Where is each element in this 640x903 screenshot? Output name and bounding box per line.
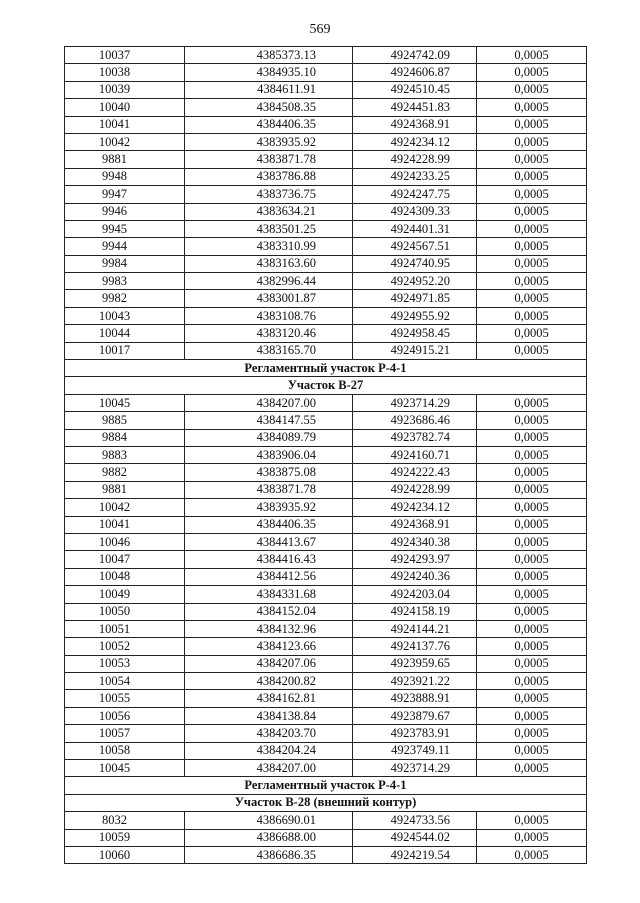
accuracy-value: 0,0005 [477,516,587,533]
point-number: 9945 [65,220,185,237]
point-number: 10043 [65,307,185,324]
point-number: 10045 [65,760,185,777]
table-row [65,533,587,550]
table-row [65,290,587,307]
table-row [65,760,587,777]
table-row [65,151,587,168]
y-coordinate: 4924740.95 [353,255,477,272]
x-coordinate: 4384207.00 [185,394,353,411]
accuracy-value: 0,0005 [477,551,587,568]
accuracy-value: 0,0005 [477,673,587,690]
x-coordinate: 4384331.68 [185,586,353,603]
section-title: Регламентный участок Р-4-1 [65,360,587,377]
point-number: 10041 [65,516,185,533]
x-coordinate: 4384132.96 [185,620,353,637]
point-number: 9947 [65,186,185,203]
accuracy-value: 0,0005 [477,690,587,707]
x-coordinate: 4383935.92 [185,499,353,516]
y-coordinate: 4924544.02 [353,829,477,846]
y-coordinate: 4924228.99 [353,481,477,498]
point-number: 9881 [65,151,185,168]
plot-header-row [65,377,587,394]
section-title: Регламентный участок Р-4-1 [65,777,587,794]
y-coordinate: 4924955.92 [353,307,477,324]
table-row [65,725,587,742]
table-row [65,186,587,203]
point-number: 10038 [65,64,185,81]
table-row [65,394,587,411]
table-row [65,673,587,690]
point-number: 10053 [65,655,185,672]
x-coordinate: 4384200.82 [185,673,353,690]
accuracy-value: 0,0005 [477,133,587,150]
table-row [65,481,587,498]
accuracy-value: 0,0005 [477,742,587,759]
section-header-row [65,360,587,377]
x-coordinate: 4384207.00 [185,760,353,777]
table-row [65,429,587,446]
point-number: 10056 [65,707,185,724]
y-coordinate: 4924160.71 [353,446,477,463]
x-coordinate: 4383310.99 [185,238,353,255]
page-number: 569 [309,22,331,37]
point-number: 9984 [65,255,185,272]
table-row [65,586,587,603]
point-number: 9885 [65,412,185,429]
point-number: 10017 [65,342,185,359]
table-row [65,707,587,724]
y-coordinate: 4924203.04 [353,586,477,603]
table-row [65,307,587,324]
x-coordinate: 4384416.43 [185,551,353,568]
point-number: 8032 [65,812,185,829]
point-number: 10057 [65,725,185,742]
accuracy-value: 0,0005 [477,620,587,637]
point-number: 9948 [65,168,185,185]
y-coordinate: 4924401.31 [353,220,477,237]
x-coordinate: 4384152.04 [185,603,353,620]
y-coordinate: 4924233.25 [353,168,477,185]
y-coordinate: 4923921.22 [353,673,477,690]
y-coordinate: 4923959.65 [353,655,477,672]
y-coordinate: 4924228.99 [353,151,477,168]
table-row [65,99,587,116]
accuracy-value: 0,0005 [477,638,587,655]
accuracy-value: 0,0005 [477,429,587,446]
y-coordinate: 4924144.21 [353,620,477,637]
y-coordinate: 4924368.91 [353,116,477,133]
x-coordinate: 4384207.06 [185,655,353,672]
point-number: 10049 [65,586,185,603]
section-header-row [65,777,587,794]
table-row [65,499,587,516]
x-coordinate: 4383165.70 [185,342,353,359]
point-number: 10046 [65,533,185,550]
y-coordinate: 4924915.21 [353,342,477,359]
table-row [65,846,587,863]
x-coordinate: 4384406.35 [185,516,353,533]
accuracy-value: 0,0005 [477,307,587,324]
y-coordinate: 4923782.74 [353,429,477,446]
accuracy-value: 0,0005 [477,586,587,603]
table-row [65,412,587,429]
x-coordinate: 4384203.70 [185,725,353,742]
y-coordinate: 4923714.29 [353,394,477,411]
accuracy-value: 0,0005 [477,481,587,498]
x-coordinate: 4384412.56 [185,568,353,585]
x-coordinate: 4385373.13 [185,47,353,64]
y-coordinate: 4924234.12 [353,499,477,516]
y-coordinate: 4924368.91 [353,516,477,533]
point-number: 10050 [65,603,185,620]
accuracy-value: 0,0005 [477,151,587,168]
accuracy-value: 0,0005 [477,603,587,620]
accuracy-value: 0,0005 [477,290,587,307]
accuracy-value: 0,0005 [477,499,587,516]
point-number: 10037 [65,47,185,64]
y-coordinate: 4924222.43 [353,464,477,481]
table-row [65,620,587,637]
table-row [65,220,587,237]
point-number: 10051 [65,620,185,637]
accuracy-value: 0,0005 [477,186,587,203]
point-number: 9944 [65,238,185,255]
table-row [65,812,587,829]
point-number: 10048 [65,568,185,585]
accuracy-value: 0,0005 [477,325,587,342]
table-row [65,655,587,672]
accuracy-value: 0,0005 [477,168,587,185]
y-coordinate: 4923714.29 [353,760,477,777]
x-coordinate: 4383736.75 [185,186,353,203]
y-coordinate: 4924971.85 [353,290,477,307]
y-coordinate: 4924247.75 [353,186,477,203]
point-number: 10042 [65,133,185,150]
accuracy-value: 0,0005 [477,99,587,116]
y-coordinate: 4924137.76 [353,638,477,655]
accuracy-value: 0,0005 [477,412,587,429]
table-row [65,325,587,342]
table-row [65,203,587,220]
accuracy-value: 0,0005 [477,394,587,411]
table-row [65,81,587,98]
table-row [65,273,587,290]
point-number: 9982 [65,290,185,307]
x-coordinate: 4383935.92 [185,133,353,150]
x-coordinate: 4383871.78 [185,481,353,498]
point-number: 10055 [65,690,185,707]
x-coordinate: 4384935.10 [185,64,353,81]
x-coordinate: 4386686.35 [185,846,353,863]
y-coordinate: 4924510.45 [353,81,477,98]
x-coordinate: 4382996.44 [185,273,353,290]
table-row [65,133,587,150]
x-coordinate: 4384123.66 [185,638,353,655]
y-coordinate: 4923783.91 [353,725,477,742]
y-coordinate: 4924567.51 [353,238,477,255]
accuracy-value: 0,0005 [477,47,587,64]
y-coordinate: 4923888.91 [353,690,477,707]
table-row [65,464,587,481]
x-coordinate: 4386690.01 [185,812,353,829]
x-coordinate: 4383163.60 [185,255,353,272]
y-coordinate: 4924293.97 [353,551,477,568]
y-coordinate: 4924952.20 [353,273,477,290]
x-coordinate: 4384147.55 [185,412,353,429]
point-number: 10039 [65,81,185,98]
table-row [65,255,587,272]
table-row [65,342,587,359]
coordinates-table [64,46,587,864]
point-number: 10059 [65,829,185,846]
point-number: 9881 [65,481,185,498]
table-row [65,516,587,533]
table-row [65,568,587,585]
point-number: 9884 [65,429,185,446]
table-row [65,742,587,759]
accuracy-value: 0,0005 [477,812,587,829]
x-coordinate: 4383786.88 [185,168,353,185]
x-coordinate: 4384089.79 [185,429,353,446]
table-row [65,168,587,185]
point-number: 9883 [65,446,185,463]
x-coordinate: 4383501.25 [185,220,353,237]
table-row [65,603,587,620]
x-coordinate: 4384162.81 [185,690,353,707]
y-coordinate: 4924219.54 [353,846,477,863]
accuracy-value: 0,0005 [477,533,587,550]
table-row [65,47,587,64]
x-coordinate: 4384406.35 [185,116,353,133]
point-number: 10054 [65,673,185,690]
y-coordinate: 4924733.56 [353,812,477,829]
accuracy-value: 0,0005 [477,238,587,255]
point-number: 10058 [65,742,185,759]
accuracy-value: 0,0005 [477,655,587,672]
x-coordinate: 4383871.78 [185,151,353,168]
point-number: 9882 [65,464,185,481]
point-number: 10042 [65,499,185,516]
accuracy-value: 0,0005 [477,760,587,777]
x-coordinate: 4384508.35 [185,99,353,116]
table-row [65,638,587,655]
y-coordinate: 4924958.45 [353,325,477,342]
table-row [65,116,587,133]
y-coordinate: 4924158.19 [353,603,477,620]
x-coordinate: 4383001.87 [185,290,353,307]
x-coordinate: 4383108.76 [185,307,353,324]
coordinates-table-body [65,47,587,864]
plot-title: Участок В-27 [65,377,587,394]
y-coordinate: 4924234.12 [353,133,477,150]
table-row [65,238,587,255]
accuracy-value: 0,0005 [477,203,587,220]
accuracy-value: 0,0005 [477,446,587,463]
point-number: 10060 [65,846,185,863]
accuracy-value: 0,0005 [477,81,587,98]
y-coordinate: 4924606.87 [353,64,477,81]
accuracy-value: 0,0005 [477,725,587,742]
y-coordinate: 4924340.38 [353,533,477,550]
accuracy-value: 0,0005 [477,464,587,481]
x-coordinate: 4384611.91 [185,81,353,98]
x-coordinate: 4386688.00 [185,829,353,846]
point-number: 10047 [65,551,185,568]
table-row [65,551,587,568]
x-coordinate: 4384138.84 [185,707,353,724]
point-number: 10044 [65,325,185,342]
table-row [65,829,587,846]
accuracy-value: 0,0005 [477,220,587,237]
accuracy-value: 0,0005 [477,116,587,133]
y-coordinate: 4923749.11 [353,742,477,759]
x-coordinate: 4384413.67 [185,533,353,550]
accuracy-value: 0,0005 [477,64,587,81]
y-coordinate: 4923686.46 [353,412,477,429]
accuracy-value: 0,0005 [477,707,587,724]
x-coordinate: 4384204.24 [185,742,353,759]
table-row [65,64,587,81]
accuracy-value: 0,0005 [477,829,587,846]
x-coordinate: 4383120.46 [185,325,353,342]
y-coordinate: 4924742.09 [353,47,477,64]
point-number: 10045 [65,394,185,411]
point-number: 10040 [65,99,185,116]
point-number: 10052 [65,638,185,655]
plot-header-row [65,794,587,811]
point-number: 9983 [65,273,185,290]
x-coordinate: 4383906.04 [185,446,353,463]
x-coordinate: 4383634.21 [185,203,353,220]
x-coordinate: 4383875.08 [185,464,353,481]
y-coordinate: 4923879.67 [353,707,477,724]
table-row [65,690,587,707]
point-number: 9946 [65,203,185,220]
accuracy-value: 0,0005 [477,255,587,272]
accuracy-value: 0,0005 [477,846,587,863]
table-row [65,446,587,463]
point-number: 10041 [65,116,185,133]
accuracy-value: 0,0005 [477,273,587,290]
y-coordinate: 4924240.36 [353,568,477,585]
plot-title: Участок В-28 (внешний контур) [65,794,587,811]
y-coordinate: 4924451.83 [353,99,477,116]
accuracy-value: 0,0005 [477,342,587,359]
y-coordinate: 4924309.33 [353,203,477,220]
accuracy-value: 0,0005 [477,568,587,585]
